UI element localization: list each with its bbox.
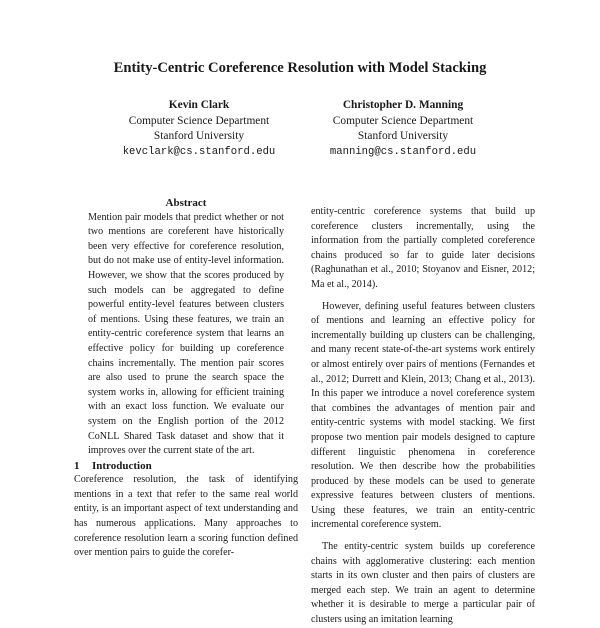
author-name: Christopher D. Manning (342, 99, 464, 111)
section-number: 1 (74, 459, 80, 472)
author-university: Stanford University (357, 130, 449, 143)
intro-paragraph-2: However, defining useful features between clusters of mentions and learning an effective policy for incrementally building up clusters can be challenging, and many recent state-of-the-art systems work entirely or almost entirely over pairs of mentions (Fernandes et al., 2012; Durrett and Klein, 2013; Chang et al., 2013). In this paper we introduce a novel coreference system that combines the advantages of mention pair and entity-centric systems with model stacking. We first propose two mention pair models designed to capture different linguistic phenomena in coreference resolution. We then describe how the probabilities produced by these models can be used to generate expressive features between clusters of mentions. Using these features, we train an entity-centric incremental coreference system. (311, 300, 535, 531)
intro-paragraph-1: Coreference resolution, the task of identifying mentions in a text that refer to the same real world entity, is an important aspect of text understanding and has numerous applications. Many approaches to coreference resolution learn a scoring function defined over mention pairs to guide the corefer- (74, 474, 298, 559)
abstract-heading: Abstract (165, 197, 207, 209)
author-email: kevclark@cs.stanford.edu (122, 145, 276, 158)
author-name: Kevin Clark (168, 99, 230, 111)
author-block-manning (283, 98, 523, 160)
author-university: Stanford University (153, 130, 245, 143)
author-department: Computer Science Department (128, 114, 270, 127)
right-column (311, 205, 535, 628)
author-department: Computer Science Department (332, 114, 474, 127)
section-heading-introduction (74, 459, 298, 474)
paper-title: Entity-Centric Coreference Resolution with Model Stacking (113, 60, 487, 76)
intro-paragraph-1-continued: entity-centric coreference systems that build up coreference clusters incrementally, using the information from the partially completed coreference chains produced so far to guide later decisions (Raghunathan et al., 2010; Stoyanov and Eisner, 2012; Ma et al., 2014). (311, 206, 535, 290)
author-email: manning@cs.stanford.edu (329, 145, 477, 158)
section-title: Introduction (92, 459, 152, 472)
intro-paragraph-3: The entity-centric system builds up coreference chains with agglomerative clustering: each mention starts in its own cluster and then pairs of clusters are merged each step. We train an agent to determine whether it is desirable to merge a particular pair of clusters using an imitation learning (311, 541, 535, 626)
abstract-text: Mention pair models that predict whether or not two mentions are coreferent have historically been very effective for coreference resolution, but do not make use of entity-level information. However, we show that the scores produced by such models can be aggregated to define powerful entity-level features between clusters of mentions. Using these features, we train an entity-centric coreference system that learns an effective policy for building up coreference chains incrementally. The mention pair scores are also used to prune the search space the system works in, allowing for efficient training with an exact loss function. We evaluate our system on the English portion of the 2012 CoNLL Shared Task dataset and show that it improves over the current state of the art. (88, 211, 284, 457)
left-column (74, 196, 298, 561)
